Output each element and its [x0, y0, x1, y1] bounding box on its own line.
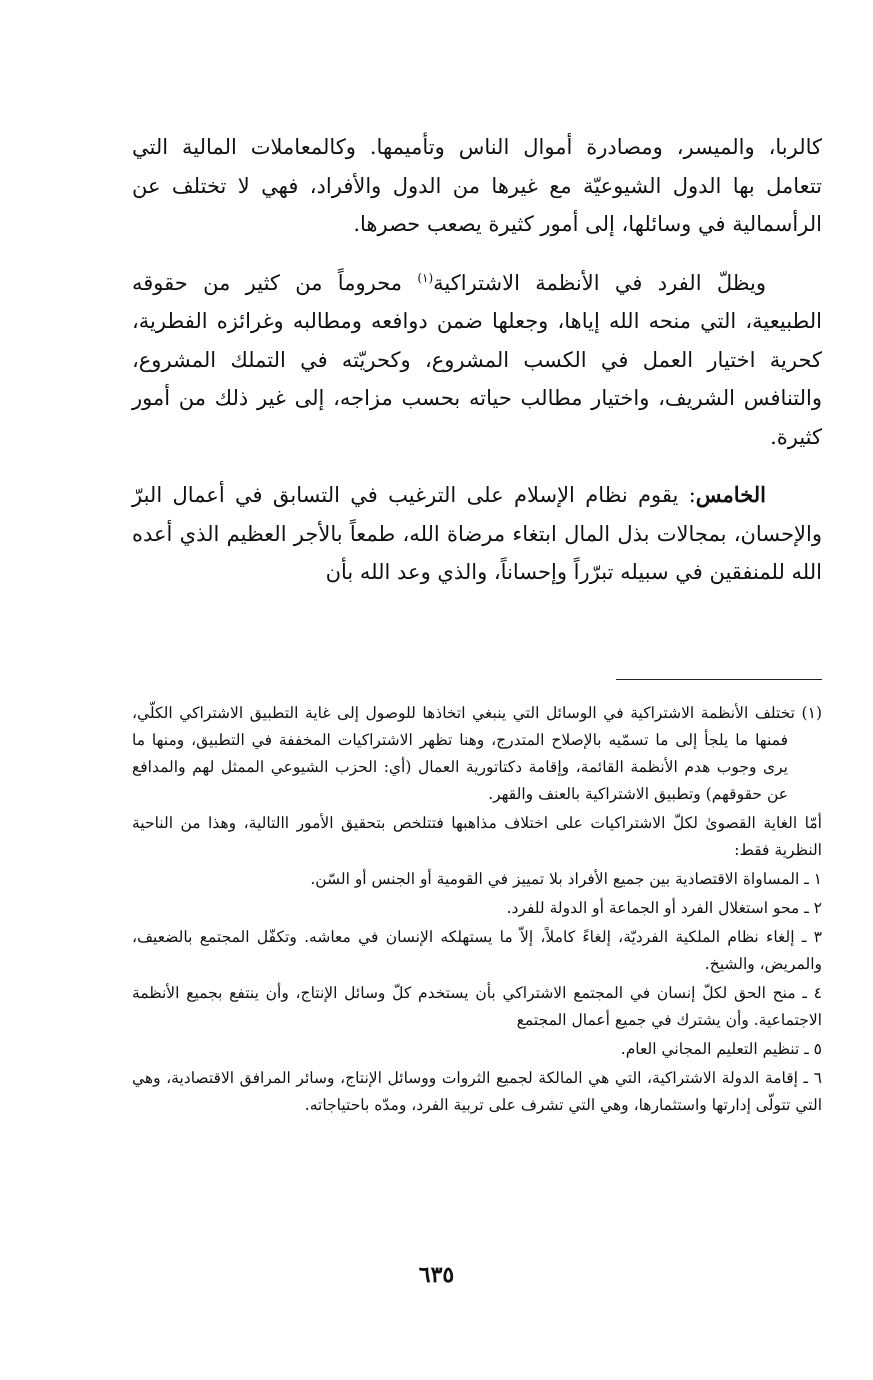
page-number: ٦٣٥ [418, 1262, 455, 1288]
footnote-item-5: ٥ ـ تنظيم التعليم المجاني العام. [620, 1040, 822, 1058]
paragraph-3 [132, 476, 822, 592]
footnote-item-3: ٣ ـ إلغاء نظام الملكية الفرديّة، إلغاءً كاملاً، إلاّ ما يستهلكه الإنسان في معاشه. وتكفّل المجتمع بالضعيف، والمريض، والشيخ. [132, 928, 822, 973]
footnote-item-4: ٤ ـ منح الحق لكلّ إنسان في المجتمع الاشتراكي بأن يستخدم كلّ وسائل الإنتاج، وأن ينتفع بجميع الأنظمة الاجتماعية. وأن يشترك في جميع أعمال المجتمع [132, 984, 822, 1029]
paragraph-1: كالربا، والميسر، ومصادرة أموال الناس وتأميمها. وكالمعاملات المالية التي تتعامل بها الدول الشيوعيّة مع غيرها من الدول والأفراد، فهي لا تختلف عن الرأسمالية في وسائلها، إلى أمور كثيرة يصعب حصرها. [132, 135, 822, 236]
section-label-fifth: الخامس [695, 482, 766, 507]
main-text [132, 128, 822, 612]
footnote-item-6: ٦ ـ إقامة الدولة الاشتراكية، التي هي المالكة لجميع الثروات ووسائل الإنتاج، وسائر المرافق الاقتصادية، وهي التي تتولّى إدارتها واستثمارها، وهي التي تشرف على تربية الفرد، ومدّه باحتياجاته. [132, 1069, 822, 1114]
footnotes [132, 700, 822, 1121]
footnote-item-2: ٢ ـ محو استغلال الفرد أو الجماعة أو الدولة للفرد. [506, 899, 822, 917]
paragraph-2 [132, 264, 822, 457]
footnote-1: (١) تختلف الأنظمة الاشتراكية في الوسائل التي ينبغي اتخاذها للوصول إلى غاية التطبيق الاشتراكي الكلّي، فمنها ما يلجأ إلى ما تسمّيه بالإصلاح المتدرج، وهنا تظهر الاشتراكيات المخففة في التطبيق، ومنها ما يرى وجوب هدم الأنظمة القائمة، وإقامة دكتاتورية العمال (أي: الحزب الشيوعي الممثل لهم والمدافع عن حقوقهم) وتطبيق الاشتراكية بالعنف والقهر. [132, 704, 822, 803]
footnote-divider [616, 679, 822, 680]
footnote-item-1: ١ ـ المساواة الاقتصادية بين جميع الأفراد بلا تمييز في القومية أو الجنس أو السّن. [310, 870, 822, 888]
paragraph-3-text: : يقوم نظام الإسلام على الترغيب في التسابق في أعمال البرّ والإحسان، بمجالات بذل المال ابتغاء مرضاة الله، طمعاً بالأجر العظيم الذي أعده الله للمنفقين في سبيله تبرّراً وإحساناً، والذي وعد الله بأن [132, 483, 822, 584]
paragraph-2-start: ويظلّ الفرد في الأنظمة الاشتراكية [433, 270, 766, 295]
footnote-intro: أمّا الغاية القصوىٰ لكلّ الاشتراكيات على اختلاف مذاهبها فتتلخص بتحقيق الأمور االتالية، وهذا من الناحية النظرية فقط: [132, 814, 822, 859]
footnote-ref-1[interactable]: (١) [417, 270, 434, 285]
paragraph-2-rest: محروماً من كثير من حقوقه الطبيعية، التي منحه الله إياها، وجعلها ضمن دوافعه ومطالبه وغرائزه الفطرية، كحرية اختيار العمل في الكسب المشروع، وكحريّته في التملك المشروع، والتنافس الشريف، واختيار مطالب حياته بحسب مزاجه، إلى غير ذلك من أمور كثيرة. [132, 270, 822, 449]
